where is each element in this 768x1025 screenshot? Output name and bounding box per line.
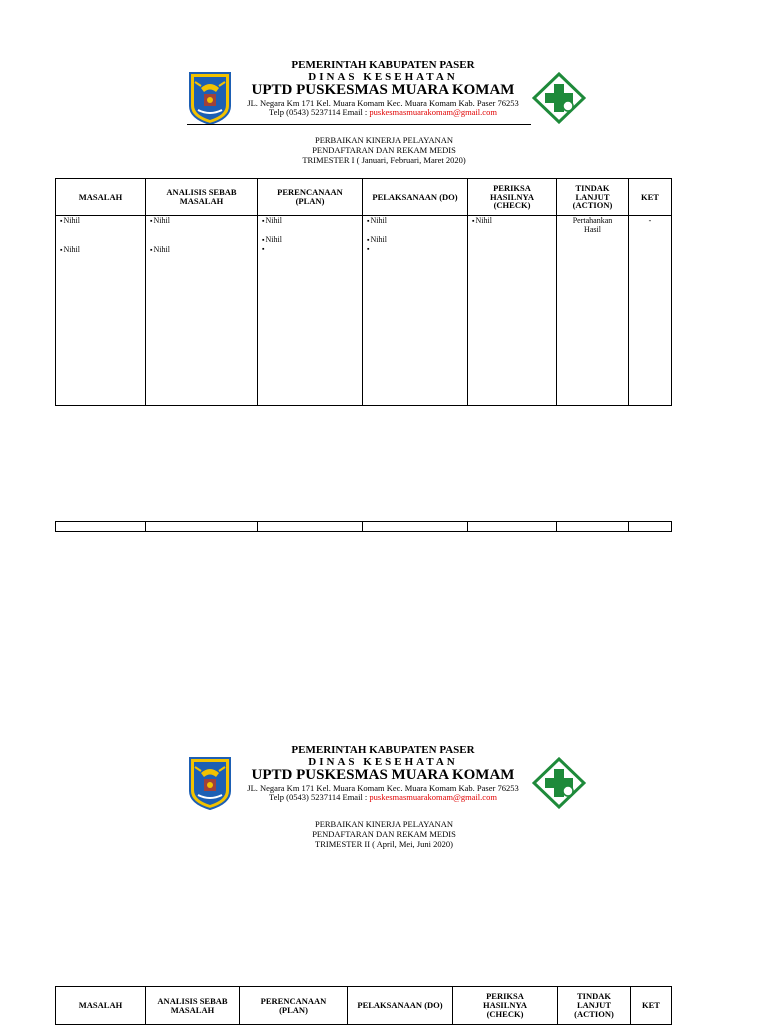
empty-cell [468, 522, 557, 532]
list-item: ▪ Nihil [60, 216, 145, 225]
header-tindak-line: LANJUT [576, 1000, 611, 1011]
list-item: ▪ Nihil [367, 216, 467, 225]
list-item: ▪ Nihil [60, 245, 145, 254]
header-tindak-line: TINDAK [576, 991, 611, 1002]
list-item: ▪ Nihil [367, 235, 467, 244]
header-periksa-line: HASILNYA [482, 1000, 528, 1011]
header-ket: KET [629, 179, 672, 216]
green-cross-health-logo-icon [532, 757, 586, 809]
phone-text: Telp (0543) 5237114 Email : [269, 106, 370, 117]
empty-cell [363, 522, 468, 532]
header-periksa-line: (CHECK) [493, 200, 531, 211]
empty-table-strip [55, 521, 672, 532]
header-perencanaan [240, 987, 348, 1025]
green-cross-health-logo-icon [532, 72, 586, 124]
table-header-row [56, 179, 672, 216]
header-tindak-lanjut [557, 179, 629, 216]
cell-periksa [468, 216, 557, 406]
table-header-row [56, 987, 672, 1025]
institution-address: JL. Negara Km 171 Kel. Muara Komam Kec. Muara Komam Kab. Paser 76253 [247, 97, 519, 108]
section-title [0, 820, 768, 849]
email-link[interactable]: puskesmasmuarakomam@gmail.com [369, 106, 497, 117]
header-perencanaan-line: PERENCANAAN [260, 995, 327, 1006]
header-tindak-line: (ACTION) [574, 1008, 614, 1019]
institution-name: UPTD PUSKESMAS MUARA KOMAM [251, 767, 515, 784]
email-link[interactable]: puskesmasmuarakomam@gmail.com [369, 791, 497, 802]
government-name: PEMERINTAH KABUPATEN PASER [291, 744, 475, 756]
header-analisis-line: MASALAH [179, 196, 224, 206]
list-item: ▪ Nihil [262, 216, 362, 225]
header-periksa-line: PERIKSA [486, 991, 524, 1002]
header-tindak-line: (ACTION) [572, 200, 613, 211]
empty-cell [56, 522, 146, 532]
kabupaten-paser-crest-icon [187, 755, 233, 811]
section-title [0, 136, 768, 165]
header-analisis [146, 179, 258, 216]
list-item: ▪ Nihil [150, 216, 257, 225]
department-name: DINAS KESEHATAN [308, 755, 458, 768]
list-item [367, 244, 467, 253]
cell-analisis [146, 216, 258, 406]
list-item: ▪ Nihil [472, 216, 556, 225]
tindak-text: Hasil [584, 225, 601, 235]
header-periksa [468, 179, 557, 216]
phone-text: Telp (0543) 5237114 Email : [269, 791, 370, 802]
header-analisis-line: ANALISIS SEBAB [166, 187, 237, 198]
header-tindak-line: LANJUT [575, 191, 610, 202]
cell-pelaksanaan [363, 216, 468, 406]
header-periksa [453, 987, 558, 1025]
institution-address: JL. Negara Km 171 Kel. Muara Komam Kec. Muara Komam Kab. Paser 76253 [247, 782, 519, 793]
header-tindak-lanjut [558, 987, 631, 1025]
header-masalah: MASALAH [56, 987, 146, 1025]
cell-tindak-lanjut [557, 216, 629, 406]
title-line-3: TRIMESTER II ( April, Mei, Juni 2020) [315, 838, 453, 849]
improvement-table [55, 178, 672, 406]
improvement-table [55, 986, 672, 1025]
department-name: DINAS KESEHATAN [308, 70, 458, 83]
institution-contact [230, 793, 536, 802]
letterhead-divider [187, 124, 531, 125]
empty-cell [258, 522, 363, 532]
header-masalah: MASALAH [56, 179, 146, 216]
title-line-2: PENDAFTARAN DAN REKAM MEDIS [312, 828, 456, 839]
table-row [56, 522, 672, 532]
cell-ket: - [629, 216, 672, 406]
header-perencanaan-line: (PLAN) [279, 1004, 308, 1015]
cell-masalah [56, 216, 146, 406]
title-line-1: PERBAIKAN KINERJA PELAYANAN [314, 819, 454, 829]
letterhead [0, 745, 768, 820]
institution-contact [230, 108, 536, 117]
header-periksa-line: PERIKSA [493, 182, 531, 193]
list-item: ▪ Nihil [150, 245, 257, 254]
government-name: PEMERINTAH KABUPATEN PASER [291, 59, 475, 71]
title-line-2: PENDAFTARAN DAN REKAM MEDIS [312, 144, 456, 155]
header-analisis-line: MASALAH [170, 1004, 215, 1015]
kabupaten-paser-crest-icon [187, 70, 233, 126]
tindak-text: Pertahankan [572, 216, 613, 225]
institution-name: UPTD PUSKESMAS MUARA KOMAM [251, 82, 515, 99]
letterhead [0, 60, 768, 135]
header-periksa-line: HASILNYA [489, 191, 535, 202]
empty-cell [557, 522, 629, 532]
header-perencanaan-line: (PLAN) [295, 196, 325, 206]
header-periksa-line: (CHECK) [486, 1008, 524, 1019]
header-analisis [146, 987, 240, 1025]
table-row [56, 216, 672, 406]
cell-perencanaan [258, 216, 363, 406]
title-line-3: TRIMESTER I ( Januari, Februari, Maret 2020) [302, 154, 466, 165]
header-ket: KET [631, 987, 672, 1025]
header-pelaksanaan: PELAKSANAAN (DO) [348, 987, 453, 1025]
title-line-1: PERBAIKAN KINERJA PELAYANAN [314, 135, 454, 145]
list-item: ▪ Nihil [262, 235, 362, 244]
header-pelaksanaan: PELAKSANAAN (DO) [363, 179, 468, 216]
list-item [262, 244, 362, 253]
header-tindak-line: TINDAK [575, 182, 610, 193]
header-perencanaan [258, 179, 363, 216]
header-perencanaan-line: PERENCANAAN [277, 187, 343, 198]
empty-cell [146, 522, 258, 532]
header-analisis-line: ANALISIS SEBAB [157, 995, 228, 1006]
empty-cell [629, 522, 672, 532]
